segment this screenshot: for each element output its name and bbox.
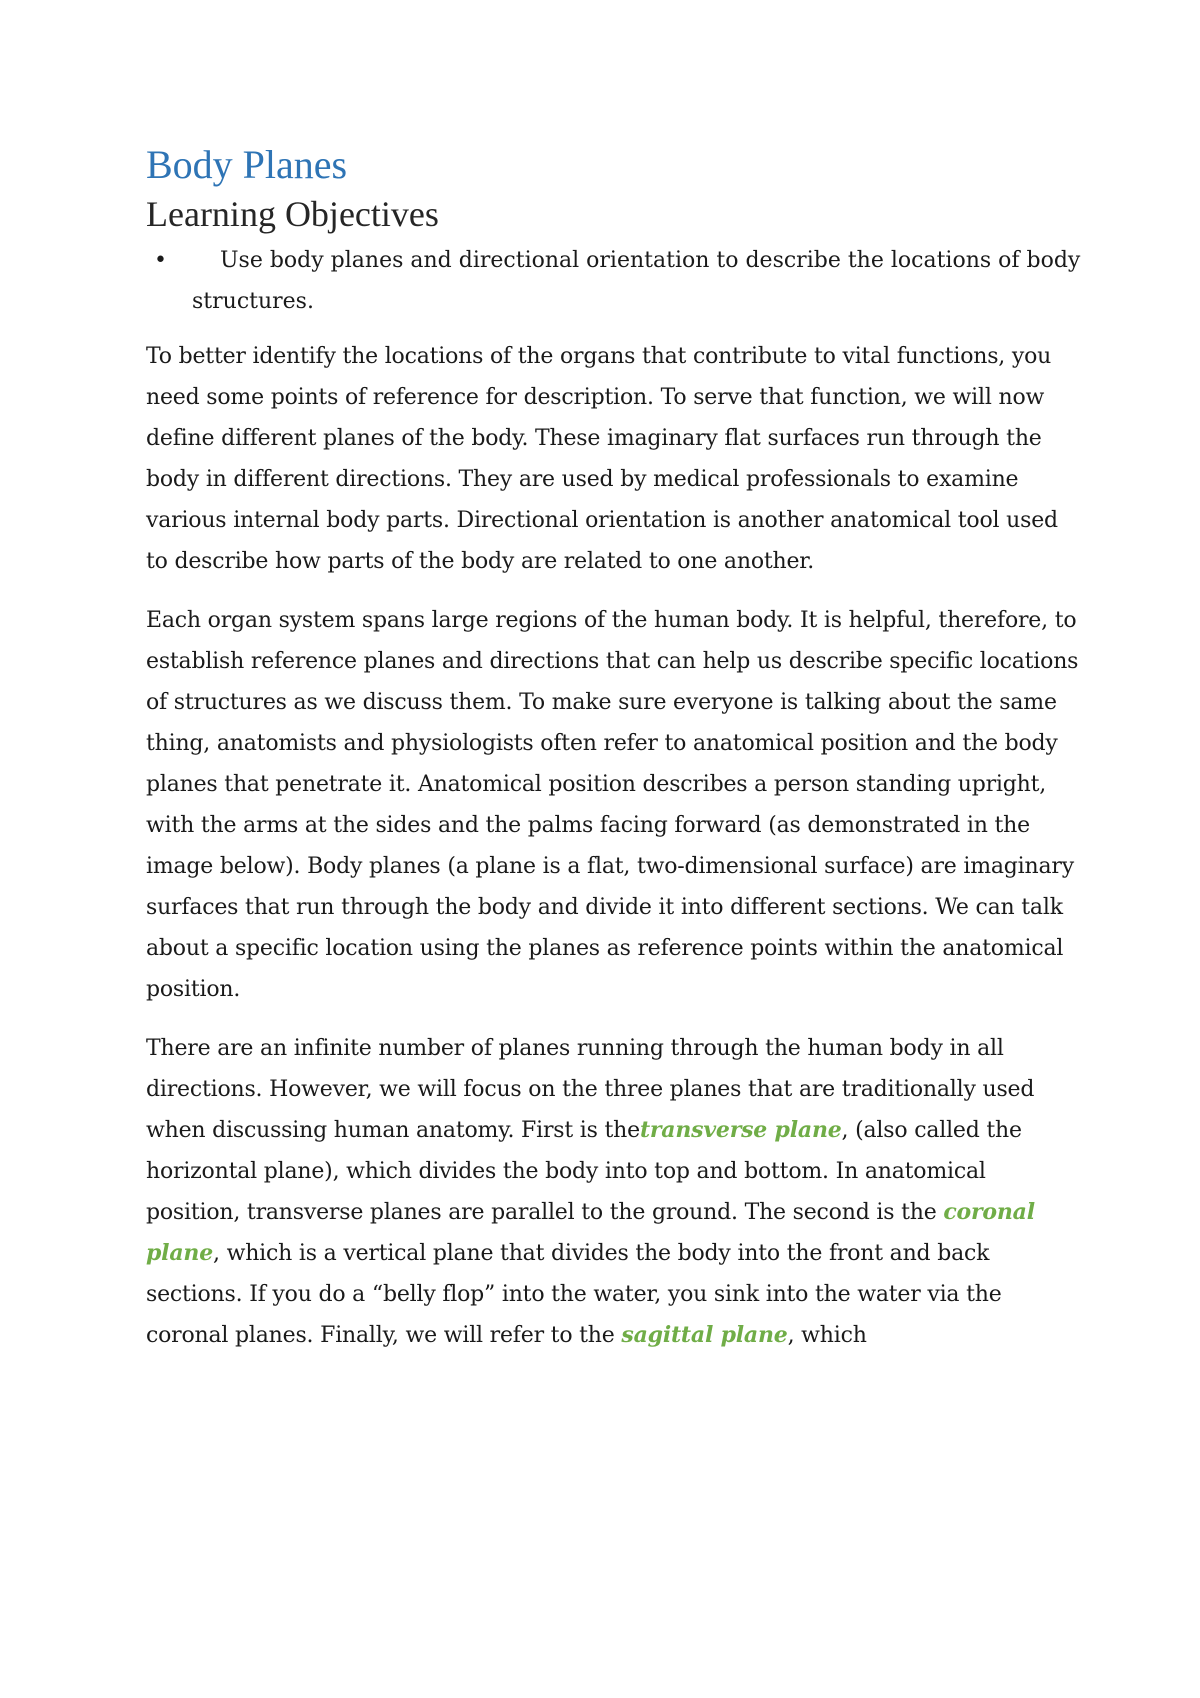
anatomical-position-paragraph: Each organ system spans large regions of the human body. It is helpful, therefore, to establish reference planes and directions that can help us describe specific locations of structures as we discuss them. To make sure everyone is talking about the same thing, anatomists and physiologists often refer to anatomical position and the body planes that penetrate it. Anatomical position describes a person standing upright, with the arms at the sides and the palms facing forward (as demonstrated in the image below). Body planes (a plane is a flat, two-dimensional surface) are imaginary surfaces that run through the body and divide it into different sections. We can talk about a specific location using the planes as reference points within the anatomical position. [146, 608, 1079, 1002]
planes-text-1: There are an infinite number of planes running through the human body in all directions. However, we will focus on the three planes that are traditionally used when discussing human anatomy. First is the [146, 1036, 1035, 1143]
objective-item [146, 240, 1086, 322]
body-planes-paragraph [146, 1028, 1086, 1356]
bullet-icon: • [154, 248, 167, 273]
term-sagittal-plane: sagittal plane [621, 1322, 788, 1348]
term-transverse-plane: transverse plane [639, 1117, 842, 1143]
planes-text-3: , which is a vertical plane that divides the body into the front and back sections. If you do a “belly flop” into the water, you sink into the water via the coronal planes. Finally, we will refer to the [146, 1241, 1002, 1348]
term-coronal-plane: coronal plane [146, 1199, 1035, 1266]
objectives-list [146, 240, 1086, 322]
document-page [146, 140, 1086, 1374]
objective-text: Use body planes and directional orientation to describe the locations of body structures. [192, 248, 1081, 314]
intro-paragraph: To better identify the locations of the organs that contribute to vital functions, you need some points of reference for description. To serve that function, we will now define different planes of the body. These imaginary flat surfaces run through the body in different directions. They are used by medical professionals to examine various internal body parts. Directional orientation is another anatomical tool used to describe how parts of the body are related to one another. [146, 344, 1058, 574]
planes-text-4: , which [787, 1323, 867, 1348]
planes-text-2: , (also called the horizontal plane), which divides the body into top and bottom. In anatomical position, transverse planes are parallel to the ground. The second is the [146, 1118, 1022, 1225]
learning-objectives-heading: Learning Objectives [146, 194, 439, 234]
document-title: Body Planes [146, 142, 348, 187]
